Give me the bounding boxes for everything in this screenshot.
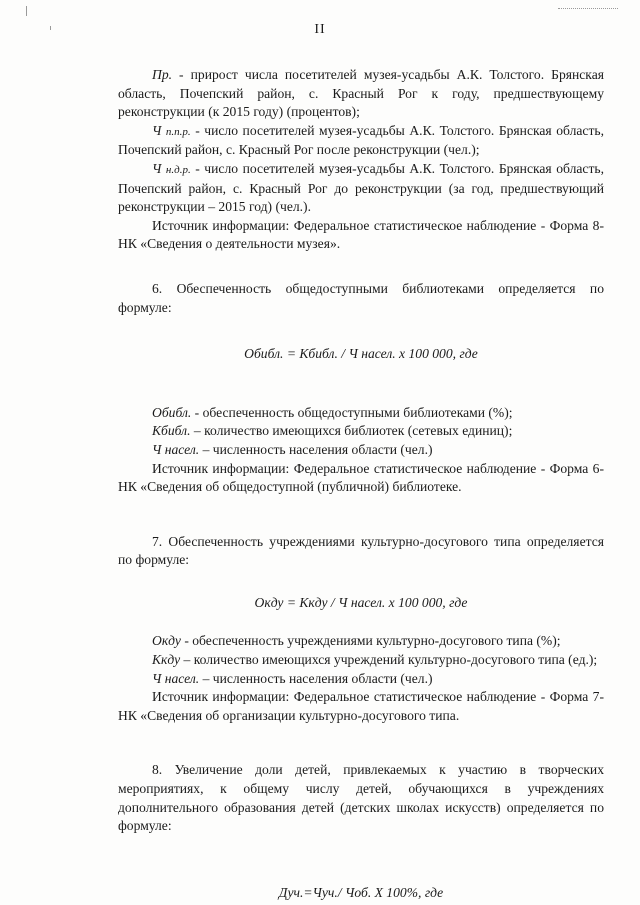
page-number: II bbox=[314, 22, 326, 37]
formula-6: Обибл. = Кбибл. / Ч насел. х 100 000, где bbox=[244, 346, 478, 362]
symbol: Ч насел. bbox=[152, 441, 200, 457]
symbol: Обибл. bbox=[152, 404, 192, 420]
definition-text: – численность населения области (чел.) bbox=[199, 670, 433, 686]
definition-chnasel bbox=[118, 670, 604, 689]
source-note: Источник информации: Федеральное статистическое наблюдение - Форма 6-НК «Сведения об общедоступной (публичной) библиотеке. bbox=[118, 460, 604, 495]
symbol: Ч bbox=[152, 160, 162, 176]
definition-text: - число посетителей музея-усадьбы А.К. Толстого. Брянская область, Почепский район, с. Красный Рог после реконструкции (чел.); bbox=[118, 122, 604, 158]
source-note: Источник информации: Федеральное статистическое наблюдение - Форма 8-НК «Сведения о деятельности музея». bbox=[118, 217, 604, 252]
definition-ch-ppr bbox=[118, 122, 604, 160]
definition-obibl bbox=[118, 404, 604, 423]
section-7-intro: 7. Обеспеченность учреждениями культурно-досугового типа определяется по формуле: bbox=[118, 533, 604, 568]
definition-text: – количество имеющихся библиотек (сетевых единиц); bbox=[190, 423, 513, 439]
scan-mark bbox=[558, 8, 618, 10]
definition-kkdu bbox=[118, 651, 604, 670]
definition-text: - обеспеченность общедоступными библиотеками (%); bbox=[191, 404, 513, 420]
symbol: Окду bbox=[152, 633, 181, 649]
definition-ch-ndr bbox=[118, 160, 604, 217]
symbol: Ч bbox=[152, 122, 162, 138]
document-body bbox=[118, 66, 604, 902]
definition-kbibl bbox=[118, 422, 604, 441]
symbol: Ч насел. bbox=[152, 670, 200, 686]
symbol: Пр. bbox=[152, 67, 173, 82]
definition-pr bbox=[118, 66, 604, 122]
symbol: Кбибл. bbox=[152, 423, 191, 439]
definition-text: - прирост числа посетителей музея-усадьбы А.К. Толстого. Брянская область, Почепский район, с. Красный Рог к году, предшествующему реконструкции (к 2015 году) (процентов); bbox=[118, 67, 604, 120]
formula-8: Дуч.=Чуч./ Чоб. Х 100%, где bbox=[278, 884, 444, 900]
source-note: Источник информации: Федеральное статистическое наблюдение - Форма 7-НК «Сведения об организации культурно-досугового типа. bbox=[118, 689, 604, 723]
definition-chnasel bbox=[118, 441, 604, 460]
definition-text: – количество имеющихся учреждений культурно-досугового типа (ед.); bbox=[180, 652, 598, 668]
section-8-intro: 8. Увеличение доли детей, привлекаемых к участию в творческих мероприятиях, к общему числу детей, обучающихся в учреждениях дополнительного образования детей (детских школах искусств) определяется по формуле: bbox=[118, 762, 604, 834]
definition-okdu bbox=[118, 632, 604, 651]
scan-mark bbox=[26, 6, 27, 16]
definition-text: – численность населения области (чел.) bbox=[199, 441, 433, 457]
formula-7: Окду = Ккду / Ч насел. х 100 000, где bbox=[254, 594, 468, 610]
definition-text: - обеспеченность учреждениями культурно-досугового типа (%); bbox=[180, 633, 561, 649]
section-6-intro: 6. Обеспеченность общедоступными библиотеками определяется по формуле: bbox=[118, 280, 604, 315]
symbol: Ккду bbox=[152, 652, 181, 668]
symbol-subscript: н.д.р. bbox=[165, 163, 191, 176]
definition-text: - число посетителей музея-усадьбы А.К. Толстого. Брянская область, Почепский район, с. Красный Рог до реконструкции (за год, предшествующий реконструкции – 2015 год) (чел.). bbox=[118, 160, 604, 215]
symbol-subscript: п.п.р. bbox=[165, 125, 191, 138]
